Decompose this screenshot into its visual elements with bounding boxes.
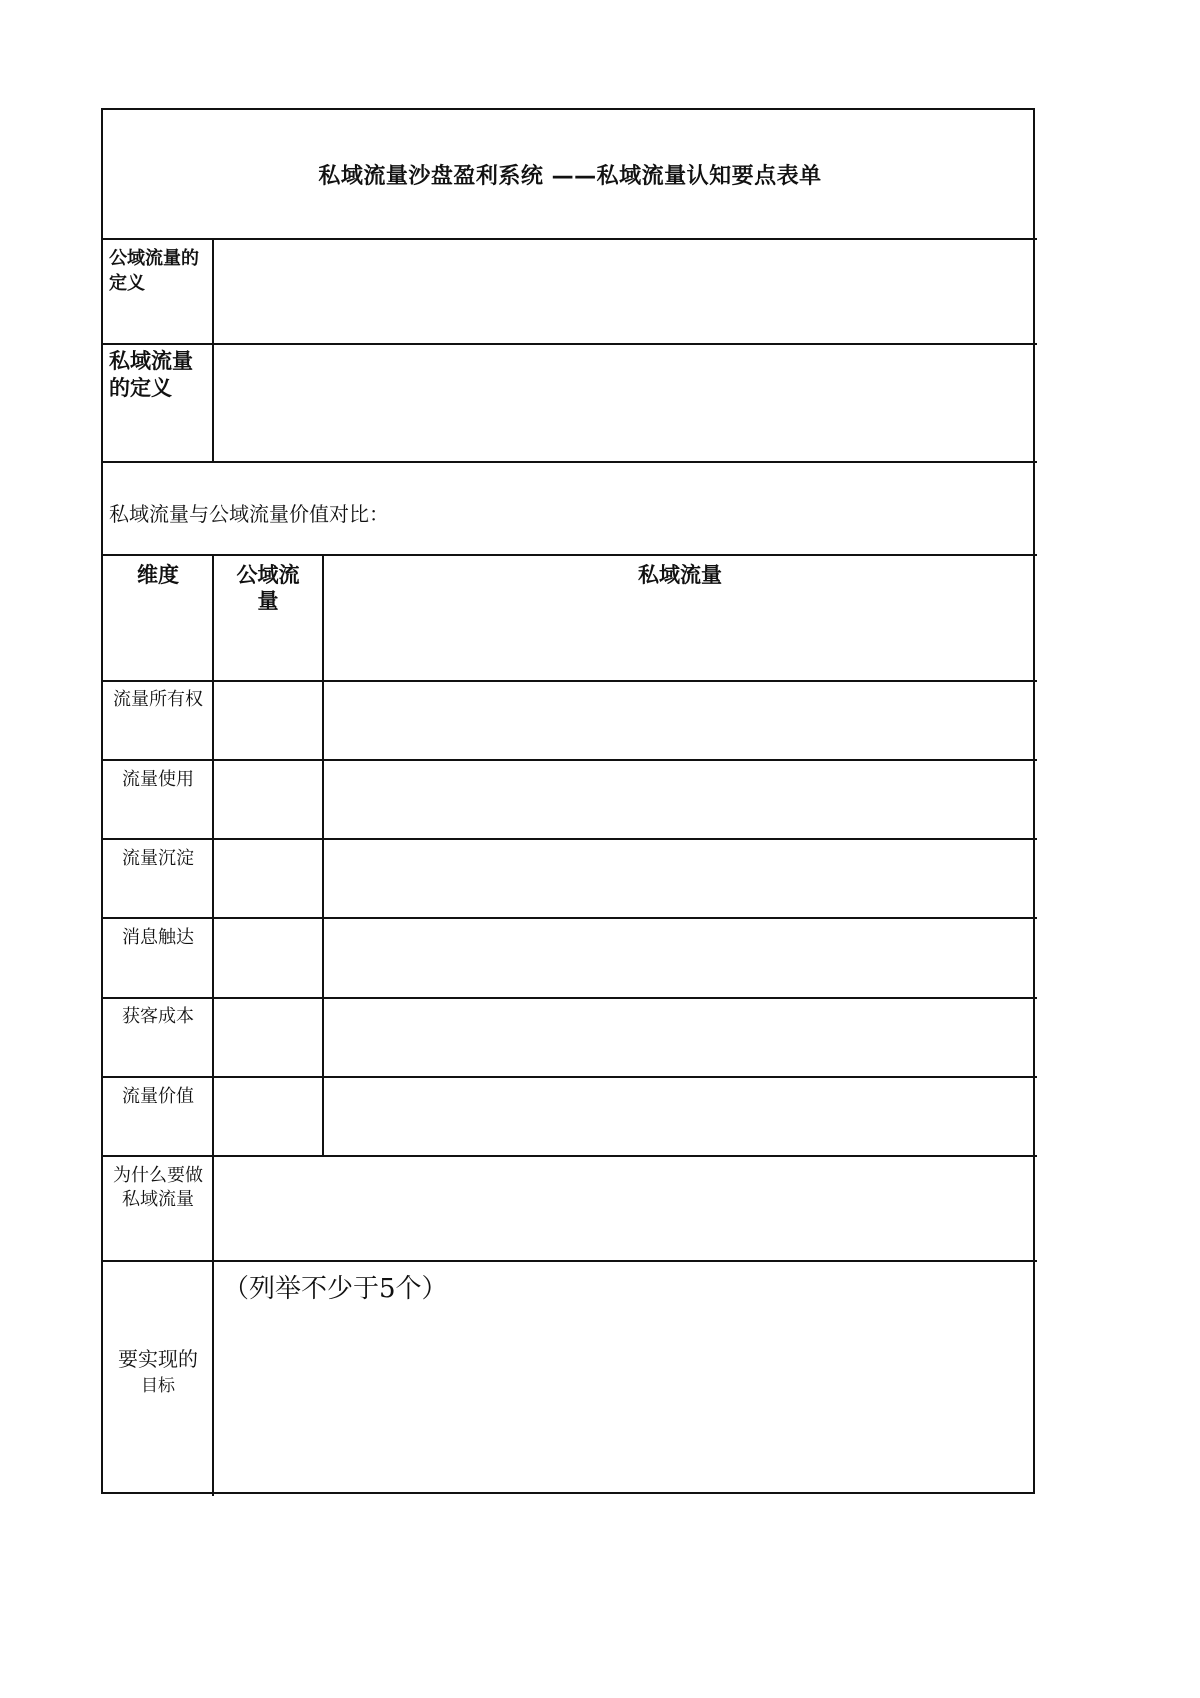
cell-private-value[interactable] <box>324 1078 1035 1155</box>
header-public-traffic <box>213 562 323 614</box>
row-label-usage: 流量使用 <box>122 769 194 790</box>
row-label-reach: 消息触达 <box>122 927 194 948</box>
row-label-retention: 流量沉淀 <box>122 848 194 869</box>
goals-label-line1: 要实现的 <box>118 1347 198 1371</box>
row-label-acquisition-cost: 获客成本 <box>122 1006 194 1027</box>
header-public-traffic-line2: 量 <box>257 589 279 613</box>
cell-public-retention[interactable] <box>214 840 322 917</box>
why-private-traffic-label <box>103 1164 213 1212</box>
row-label-value: 流量价值 <box>122 1086 194 1107</box>
public-definition-field[interactable] <box>214 240 1035 343</box>
private-definition-label: 私域流量的定义 <box>109 349 193 400</box>
cell-private-ownership[interactable] <box>324 682 1035 759</box>
cell-public-value[interactable] <box>214 1078 322 1155</box>
header-public-traffic-line1: 公域流 <box>236 563 300 587</box>
goals-label-line2: 目标 <box>141 1376 175 1396</box>
private-definition-field[interactable] <box>214 345 1035 461</box>
public-definition-label: 公域流量的定义 <box>109 248 199 294</box>
cell-private-acquisition-cost[interactable] <box>324 999 1035 1076</box>
goals-label <box>103 1347 213 1399</box>
cell-public-acquisition-cost[interactable] <box>214 999 322 1076</box>
cell-public-ownership[interactable] <box>214 682 322 759</box>
rule-under-private-def <box>103 461 1037 463</box>
cell-private-reach[interactable] <box>324 919 1035 997</box>
page-title: 私域流量沙盘盈利系统 ——私域流量认知要点表单 <box>318 163 822 189</box>
header-dimension: 维度 <box>137 563 179 587</box>
goals-hint: （列举不少于5个） <box>223 1274 448 1304</box>
cell-public-usage[interactable] <box>214 761 322 838</box>
why-label-text: 为什么要做私域流量 <box>113 1165 203 1210</box>
cell-private-usage[interactable] <box>324 761 1035 838</box>
rule-under-why <box>103 1260 1037 1262</box>
header-private-traffic: 私域流量 <box>638 563 722 587</box>
cell-private-retention[interactable] <box>324 840 1035 917</box>
goals-field[interactable] <box>214 1305 1035 1493</box>
rule-under-comparison-title <box>103 554 1037 556</box>
row-label-ownership: 流量所有权 <box>113 689 203 710</box>
cell-public-reach[interactable] <box>214 919 322 997</box>
comparison-title: 私域流量与公域流量价值对比： <box>109 502 389 526</box>
form-sheet <box>101 108 1035 1494</box>
why-private-traffic-field[interactable] <box>214 1157 1035 1260</box>
